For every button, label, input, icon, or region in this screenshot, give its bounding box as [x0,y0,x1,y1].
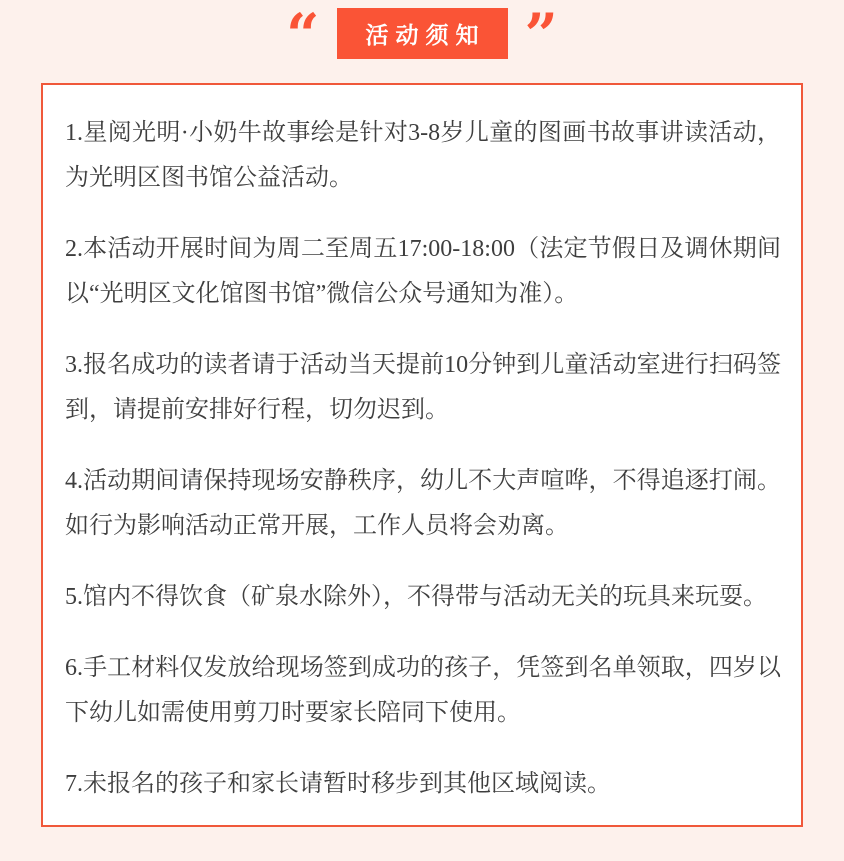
notice-item: 2.本活动开展时间为周二至周五17:00-18:00（法定节假日及调休期间以“光明区文化馆图书馆”微信公众号通知为准）。 [65,236,781,307]
notice-box [41,83,803,827]
left-quote-icon: “ [286,1,320,69]
right-quote-icon: ” [524,1,558,69]
notice-item: 7.未报名的孩子和家长请暂时移步到其他区域阅读。 [65,771,611,797]
notice-item: 3.报名成功的读者请于活动当天提前10分钟到儿童活动室进行扫码签到，请提前安排好行程，切勿迟到。 [65,352,781,423]
header [0,0,844,69]
notice-item: 4.活动期间请保持现场安静秩序，幼儿不大声喧哗，不得追逐打闹。如行为影响活动正常开展，工作人员将会劝离。 [65,468,781,539]
notice-item: 6.手工材料仅发放给现场签到成功的孩子，凭签到名单领取，四岁以下幼儿如需使用剪刀时要家长陪同下使用。 [65,655,781,726]
section-title-badge: 活动须知 [337,8,508,59]
notice-item: 1.星阅光明·小奶牛故事绘是针对3-8岁儿童的图画书故事讲读活动，为光明区图书馆公益活动。 [65,120,781,191]
notice-item: 5.馆内不得饮食（矿泉水除外），不得带与活动无关的玩具来玩耍。 [65,584,767,610]
